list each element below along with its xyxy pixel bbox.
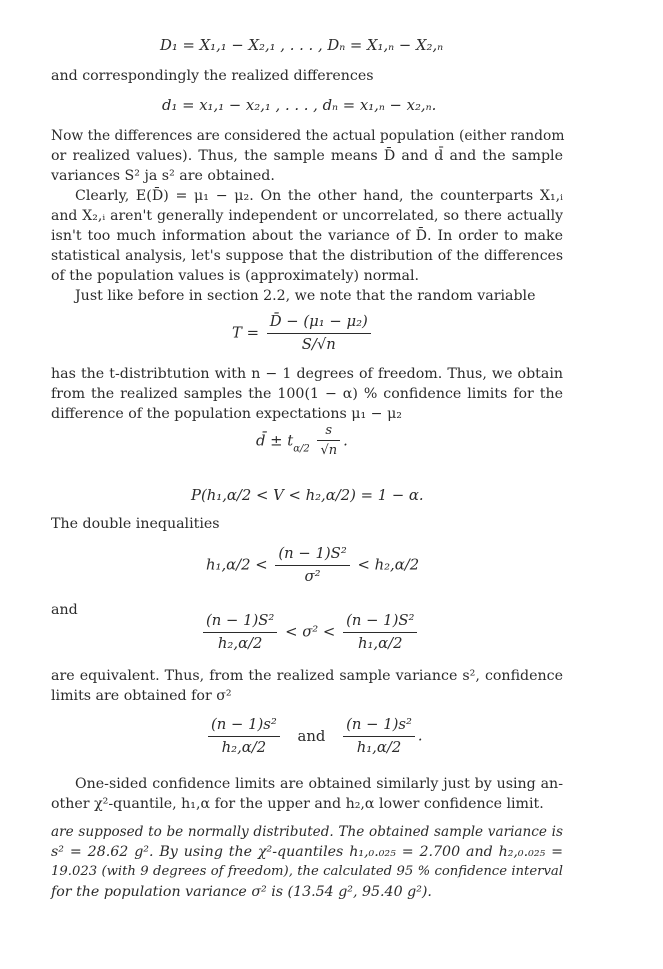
- equation-middle: < σ² <: [285, 623, 336, 641]
- equation-and: and: [297, 727, 326, 745]
- example-text-line: s² = 28.62 g². By using the χ²-quantiles h₁,₀.₀₂₅ = 2.700 and h₂,₀.₀₂₅ =: [51, 844, 563, 860]
- text-line: Now the differences are considered the actual population (either random: [51, 128, 565, 144]
- equation-differences-realized: d₁ = x₁,₁ − x₂,₁ , . . . , dₙ = x₁,ₙ − x₂,ₙ.: [162, 97, 437, 114]
- equation-tail: .: [343, 432, 348, 450]
- fraction-numerator: (n − 1)s²: [208, 716, 280, 737]
- fraction-denominator: h₂,α/2: [221, 739, 267, 756]
- text-line: One-sided confidence limits are obtained similarly just by using an-: [75, 776, 563, 792]
- equation-differences-population: D₁ = X₁,₁ − X₂,₁ , . . . , Dₙ = X₁,ₙ − X₂,ₙ: [160, 37, 444, 54]
- fraction: [267, 313, 371, 354]
- text-line: and correspondingly the realized differences: [51, 68, 374, 84]
- text-line: statistical analysis, let's suppose that the distribution of the differences: [51, 248, 563, 264]
- equation-rhs: < h₂,α/2: [357, 556, 420, 574]
- fraction-denominator: h₁,α/2: [357, 635, 403, 652]
- fraction: [203, 612, 277, 653]
- equation-t-statistic: [232, 313, 374, 354]
- equation-double-inequality-2: [200, 612, 420, 653]
- fraction-denominator: √n: [320, 443, 338, 458]
- text-line: variances S² ja s² are obtained.: [51, 168, 275, 184]
- text-line: The double inequalities: [51, 516, 220, 532]
- equation-probability: P(h₁,α/2 < V < h₂,α/2) = 1 − α.: [191, 487, 424, 504]
- example-text-line: are supposed to be normally distributed. The obtained sample variance is: [51, 824, 563, 840]
- fraction-numerator: (n − 1)s²: [343, 716, 415, 737]
- fraction: [208, 716, 280, 757]
- fraction-numerator: D̄ − (μ₁ − μ₂): [267, 313, 371, 334]
- text-line: and X₂,ᵢ aren't generally independent or uncorrelated, so there actually: [51, 208, 563, 224]
- equation-confidence-limits: [256, 424, 348, 460]
- subscript: α/2: [293, 443, 310, 455]
- fraction: [343, 612, 417, 653]
- fraction-numerator: (n − 1)S²: [203, 612, 277, 633]
- text-line: are equivalent. Thus, from the realized sample variance s², confidence: [51, 668, 563, 684]
- equation-double-inequality-1: [206, 545, 419, 586]
- text-line: Clearly, E(D̄) = μ₁ − μ₂. On the other hand, the counterparts X₁,ᵢ: [75, 188, 563, 204]
- equation-tail: .: [417, 727, 423, 745]
- text-line: or realized values). Thus, the sample means D̄ and d̄ and the sample: [51, 148, 563, 164]
- equation-lhs: h₁,α/2 <: [206, 556, 268, 574]
- fraction-denominator: h₂,α/2: [217, 635, 263, 652]
- fraction: [275, 545, 349, 586]
- fraction-denominator: h₁,α/2: [356, 739, 402, 756]
- fraction: [317, 424, 340, 459]
- fraction-numerator: (n − 1)S²: [343, 612, 417, 633]
- text-line: isn't too much information about the variance of D̄. In order to make: [51, 228, 563, 244]
- equation-variance-limits: [205, 716, 423, 757]
- text-line: Just like before in section 2.2, we note that the random variable: [75, 288, 536, 304]
- fraction-numerator: (n − 1)S²: [275, 545, 349, 566]
- text-line: other χ²-quantile, h₁,α for the upper and h₂,α lower confidence limit.: [51, 796, 544, 812]
- fraction: [343, 716, 415, 757]
- fraction-numerator: s: [317, 424, 340, 441]
- equation-lhs: T =: [232, 324, 259, 342]
- text-line: difference of the population expectations μ₁ − μ₂: [51, 406, 402, 422]
- example-text-line: for the population variance σ² is (13.54 g², 95.40 g²).: [51, 884, 432, 900]
- fraction-denominator: S/√n: [301, 336, 336, 353]
- equation-lhs: d̄ ± t: [256, 432, 294, 450]
- text-line: of the population values is (approximately) normal.: [51, 268, 420, 284]
- text-line: and: [51, 602, 78, 618]
- fraction-denominator: σ²: [304, 568, 321, 585]
- text-line: from the realized samples the 100(1 − α) % confidence limits for the: [51, 386, 563, 402]
- text-line: limits are obtained for σ²: [51, 688, 232, 704]
- text-line: has the t-distribtution with n − 1 degrees of freedom. Thus, we obtain: [51, 366, 563, 382]
- example-text-line: 19.023 (with 9 degrees of freedom), the calculated 95 % confidence interval: [51, 864, 563, 879]
